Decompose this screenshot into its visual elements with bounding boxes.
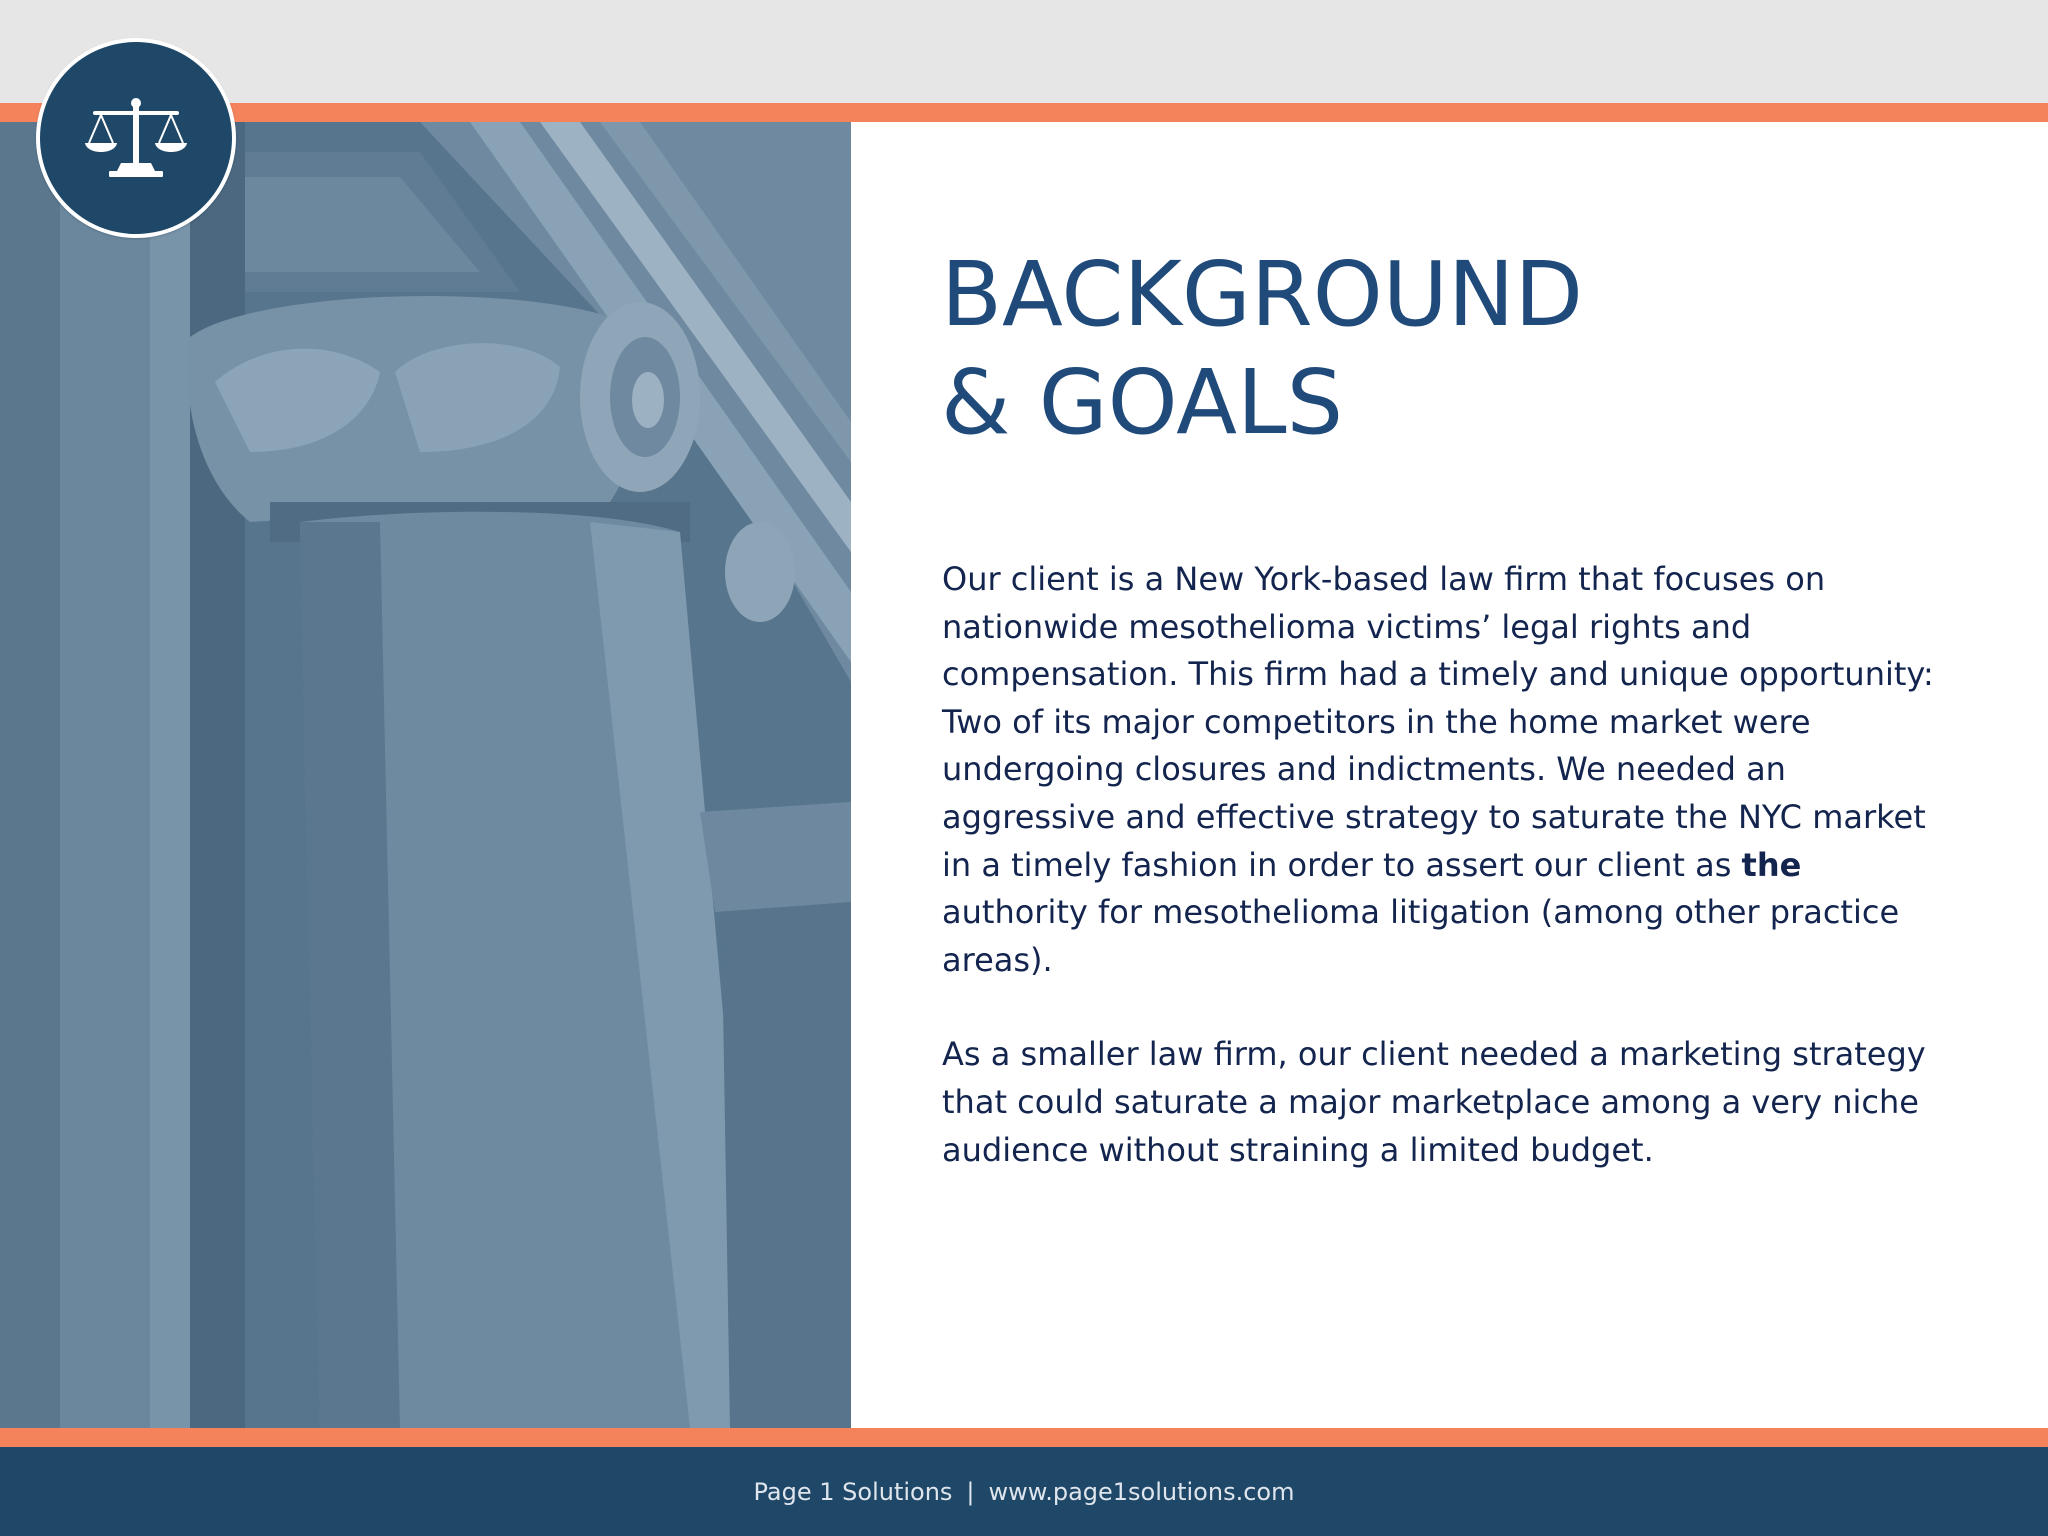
footer-company: Page 1 Solutions	[753, 1477, 953, 1506]
title-line-1: BACKGROUND	[941, 242, 1583, 346]
paragraph-1-text-a: Our client is a New York-based law firm that focuses on nationwide mesothelioma victims’ legal rights and compensation. This firm had a timely and unique opportunity: Two of its major competitors in the home market were undergoing closures and indictments. We needed an aggressive and effective strategy to saturate the NYC market in a timely fashion in order to assert our client as	[942, 560, 1934, 884]
bottom-accent-stripe	[0, 1428, 2048, 1447]
paragraph-1-text-b: authority for mesothelioma litigation (among other practice areas).	[942, 893, 1900, 979]
footer-website-link[interactable]: www.page1solutions.com	[988, 1477, 1295, 1506]
columns-photo	[0, 122, 851, 1428]
logo-circle	[40, 42, 232, 234]
top-accent-stripe	[0, 103, 2048, 122]
paragraph-2: As a smaller law firm, our client needed a marketing strategy that could saturate a major marketplace among a very niche audience without straining a limited budget.	[942, 1035, 1926, 1169]
top-band	[0, 0, 2048, 103]
slide-title	[941, 240, 1583, 456]
footer-separator: |	[966, 1477, 975, 1506]
body-text	[942, 556, 1942, 1174]
paragraph-1	[942, 556, 1942, 984]
logo-badge	[36, 38, 236, 238]
scales-of-justice-icon	[81, 93, 191, 183]
paragraph-1-bold: the	[1741, 845, 1802, 884]
title-line-2: & GOALS	[941, 350, 1344, 454]
footer	[0, 1447, 2048, 1536]
